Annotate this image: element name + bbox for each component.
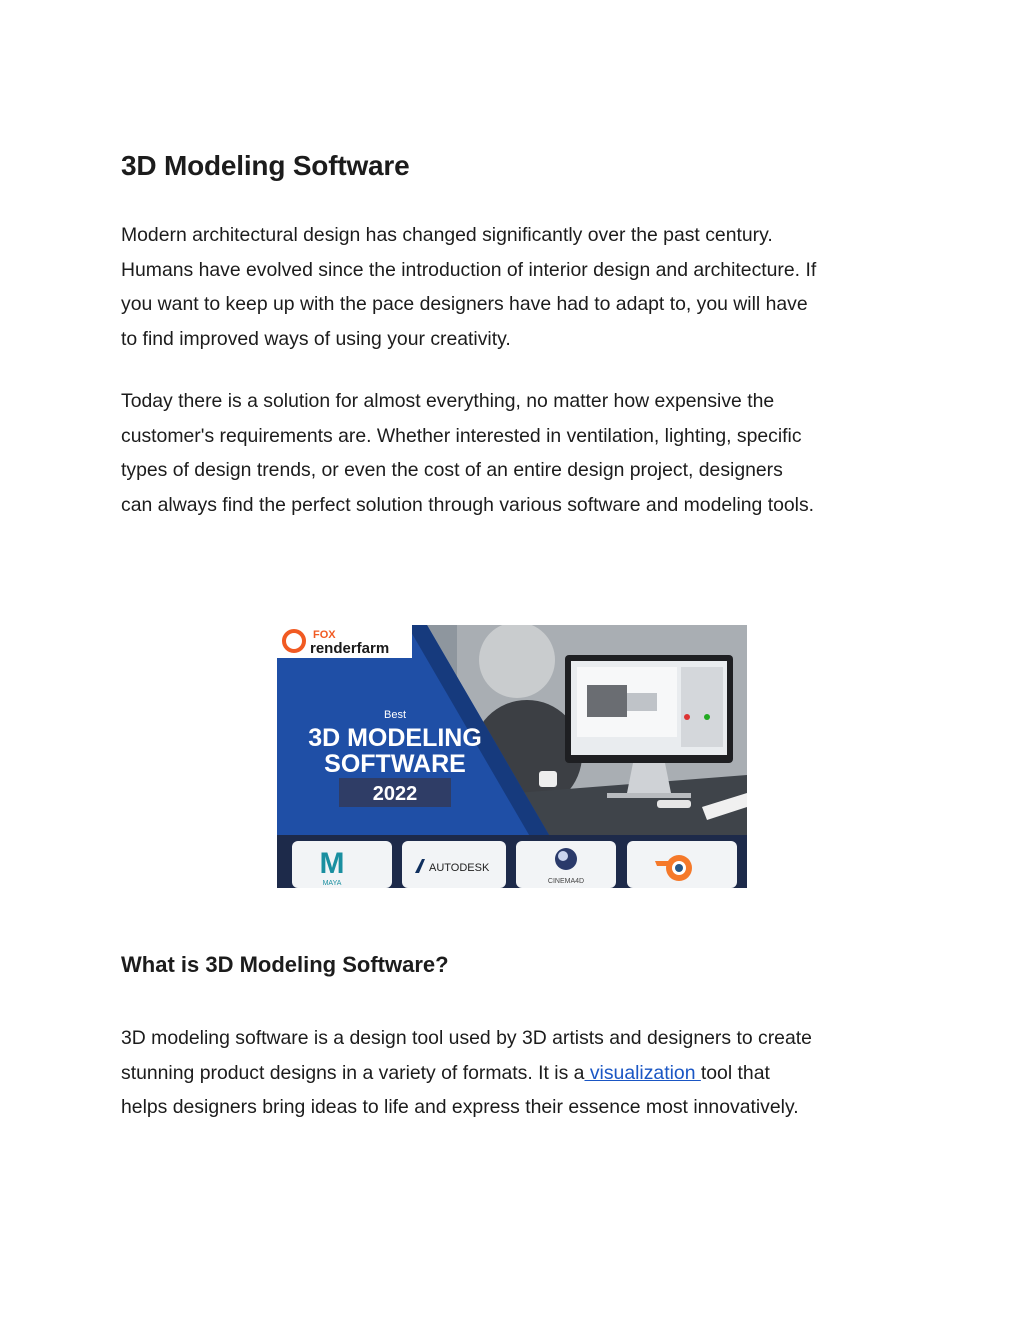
visualization-link[interactable]: visualization bbox=[584, 1061, 701, 1084]
text-line: Modern architectural design has changed significantly over the past century. bbox=[121, 224, 773, 246]
text-line: to find improved ways of using your creativity. bbox=[121, 328, 511, 351]
wall-clock bbox=[479, 625, 555, 698]
text-line-with-link bbox=[121, 1056, 921, 1091]
text-segment: tool that bbox=[700, 1061, 770, 1084]
section-heading: What is 3D Modeling Software? bbox=[121, 952, 449, 977]
text-line: 3D modeling software is a design tool used by 3D artists and designers to create bbox=[121, 1027, 812, 1049]
brand-top: FOX bbox=[313, 629, 336, 641]
banner-title-line2: SOFTWARE bbox=[324, 750, 466, 778]
hero-image bbox=[277, 625, 747, 888]
maya-icon: M bbox=[319, 847, 345, 880]
text-line: Today there is a solution for almost everything, no matter how expensive the bbox=[121, 390, 775, 412]
text-line: can always find the perfect solution through various software and modeling tools. bbox=[121, 494, 815, 517]
badge-small: Best bbox=[383, 709, 407, 721]
text-line: customer's requirements are. Whether interested in ventilation, lighting, specific bbox=[121, 424, 802, 447]
autodesk-label: AUTODESK bbox=[429, 862, 490, 874]
cup bbox=[539, 771, 557, 787]
text-segment: stunning product designs in a variety of formats. It is a bbox=[121, 1061, 585, 1084]
maya-label: MAYA bbox=[322, 880, 342, 887]
definition-paragraph bbox=[121, 1021, 921, 1125]
text-line: types of design trends, or even the cost of an entire design project, designers bbox=[121, 459, 783, 482]
text-line: helps designers bring ideas to life and express their essence most innovatively. bbox=[121, 1096, 799, 1119]
banner-title-line1: 3D MODELING bbox=[308, 724, 482, 752]
page-title: 3D Modeling Software bbox=[121, 150, 410, 181]
year-label: 2022 bbox=[372, 783, 418, 805]
solutions-paragraph bbox=[121, 384, 921, 523]
brand-bottom: renderfarm bbox=[310, 640, 390, 657]
intro-paragraph bbox=[121, 218, 921, 357]
text-line: Humans have evolved since the introduction of interior design and architecture. If bbox=[121, 258, 817, 281]
text-line: you want to keep up with the pace designers have had to adapt to, you will have bbox=[121, 293, 808, 316]
mouse bbox=[657, 800, 691, 808]
cinema4d-label: CINEMA4D bbox=[547, 878, 585, 885]
hero-illustration bbox=[277, 625, 747, 888]
